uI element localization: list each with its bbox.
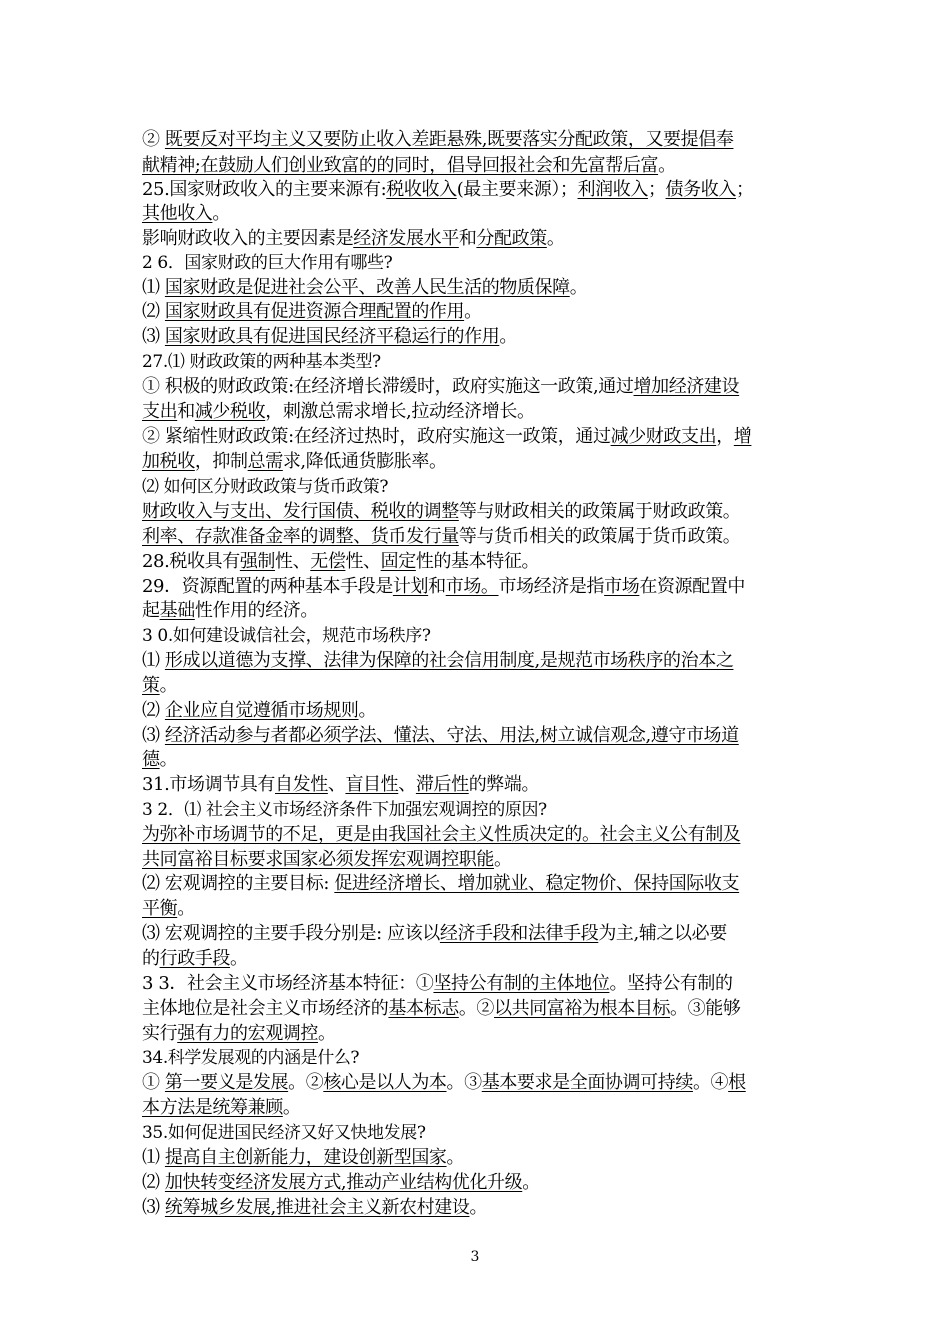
text-line bbox=[142, 698, 822, 724]
question-heading bbox=[142, 623, 822, 649]
underlined-answer: 国家财政具有促进资源合理配置的作用 bbox=[164, 301, 465, 322]
text-line bbox=[142, 549, 822, 575]
text-line bbox=[142, 772, 822, 798]
text-segment: 。 bbox=[494, 849, 512, 870]
text-line bbox=[142, 723, 822, 749]
text-line bbox=[142, 996, 822, 1022]
text-segment: 29．资源配置的两种基本手段是 bbox=[142, 576, 393, 597]
text-segment: ； bbox=[735, 179, 754, 200]
text-segment: 。② bbox=[458, 998, 495, 1019]
text-segment: 2 6．国家财政的巨大作用有哪些? bbox=[142, 253, 393, 273]
underlined-answer: 滞后性 bbox=[415, 774, 469, 795]
underlined-answer: 促进经济增长、增加就业、稳定物价、保持国际收支 bbox=[334, 873, 740, 894]
underlined-answer: 平衡 bbox=[142, 898, 178, 919]
text-segment: 。 bbox=[177, 898, 195, 919]
text-segment: 。 bbox=[446, 1147, 465, 1168]
text-segment: 、 bbox=[398, 774, 416, 795]
underlined-answer: 自发性 bbox=[275, 774, 328, 795]
question-heading bbox=[142, 797, 822, 823]
text-line bbox=[142, 449, 822, 475]
underlined-answer: 无偿 bbox=[310, 551, 346, 572]
underlined-answer: 债务收入 bbox=[665, 179, 736, 200]
question-heading bbox=[142, 1120, 822, 1146]
underlined-answer: 财政收入与支出、发行国债、税收的调整 bbox=[142, 501, 459, 522]
text-segment: 。 bbox=[230, 948, 248, 969]
text-segment: 。 bbox=[469, 1197, 488, 1218]
text-segment: ① 积极的财政政策:在经济增长滞缓时，政府实施这一政策,通过 bbox=[142, 376, 634, 397]
underlined-answer: 其他收入 bbox=[142, 203, 213, 224]
text-segment: ⑵ bbox=[142, 1172, 165, 1193]
text-segment: ① bbox=[142, 1072, 165, 1093]
text-segment: ，抑制 bbox=[194, 451, 248, 472]
underlined-answer: 支出 bbox=[142, 401, 178, 422]
underlined-answer: 形成以道德为支撑、法律为保障的社会信用制度,是规范市场秩序的治本之 bbox=[164, 650, 734, 671]
text-segment: ⑵ 宏观调控的主要目标: bbox=[142, 873, 335, 894]
text-line bbox=[142, 399, 822, 425]
text-segment: 3 2．⑴ 社会主义市场经济条件下加强宏观调控的原因? bbox=[142, 800, 547, 820]
question-heading bbox=[142, 250, 822, 276]
text-segment: ⑶ 宏观调控的主要手段分别是: 应该以 bbox=[142, 923, 440, 944]
text-segment: ⑶ bbox=[142, 1197, 165, 1218]
underlined-answer: 加税收 bbox=[142, 451, 195, 472]
underlined-answer: 既要反对平均主义又要防止收入差距悬殊,既要落实分配政策，又要提倡奉 bbox=[164, 129, 734, 150]
text-segment: 34.科学发展观的内涵是什么? bbox=[142, 1048, 360, 1068]
text-segment: 。② bbox=[288, 1072, 324, 1093]
text-segment: 。 bbox=[358, 700, 377, 721]
text-line bbox=[142, 847, 822, 873]
text-segment: 等与财政相关的政策属于财政政策。 bbox=[458, 501, 741, 522]
text-line bbox=[142, 1021, 822, 1047]
underlined-answer: 基础 bbox=[159, 600, 195, 621]
text-segment: 。 bbox=[546, 228, 565, 249]
text-segment: ⑵ bbox=[142, 700, 165, 721]
text-segment: 27.⑴ 财政政策的两种基本类型? bbox=[142, 352, 381, 372]
underlined-answer: 分配政策 bbox=[476, 228, 547, 249]
text-line bbox=[142, 673, 822, 699]
text-segment: 和 bbox=[458, 228, 477, 249]
text-segment: 影响财政收入的主要因素是 bbox=[142, 228, 354, 249]
text-line bbox=[142, 1170, 822, 1196]
text-line bbox=[142, 896, 822, 922]
underlined-answer: 计划 bbox=[392, 576, 429, 597]
text-line bbox=[142, 177, 822, 203]
text-segment: 。 bbox=[282, 1097, 301, 1118]
underlined-answer: 国家财政是促进社会公平、改善人民生活的物质保障 bbox=[164, 277, 570, 298]
text-line bbox=[142, 424, 822, 450]
text-line bbox=[142, 524, 822, 550]
underlined-answer: 根 bbox=[728, 1072, 746, 1093]
text-segment: 。 bbox=[464, 301, 482, 322]
text-line bbox=[142, 822, 822, 848]
text-segment: ，刺激总需求增长,拉动经济增长。 bbox=[265, 401, 535, 422]
text-segment: ② 紧缩性财政政策:在经济过热时，政府实施这一政策，通过 bbox=[142, 426, 611, 447]
text-line bbox=[142, 1195, 822, 1221]
underlined-answer: 利率、存款准备金率的调整、货币发行量 bbox=[142, 526, 459, 547]
question-heading bbox=[142, 349, 822, 375]
underlined-answer: 共同富裕目标要求国家必须发挥宏观调控职能 bbox=[142, 849, 494, 870]
text-segment: 。 bbox=[159, 675, 178, 696]
text-segment: 的 bbox=[142, 948, 160, 969]
text-segment: 性作用的经济。 bbox=[194, 600, 319, 621]
text-segment: 。 bbox=[522, 1172, 540, 1193]
underlined-answer: 盲目性 bbox=[345, 774, 399, 795]
underlined-answer: 税收收入 bbox=[386, 179, 457, 200]
underlined-answer: 减少税收 bbox=[194, 401, 266, 422]
underlined-answer: 强有力的宏观调控 bbox=[177, 1023, 319, 1044]
text-line bbox=[142, 275, 822, 301]
text-segment: 。 bbox=[658, 155, 676, 176]
text-line bbox=[142, 127, 822, 153]
question-heading bbox=[142, 1045, 822, 1071]
text-segment: 性的基本特征。 bbox=[415, 551, 540, 572]
underlined-answer: 固定 bbox=[380, 551, 416, 572]
text-segment: 35.如何促进国民经济又好又快地发展? bbox=[142, 1123, 426, 1143]
text-segment: 。 bbox=[318, 1023, 336, 1044]
text-segment: 。坚持公有制的 bbox=[609, 973, 733, 994]
underlined-answer: 基本标志 bbox=[388, 998, 459, 1019]
text-segment: 主体地位是社会主义市场经济的 bbox=[142, 998, 389, 1019]
text-segment: 。 bbox=[569, 277, 588, 298]
underlined-answer: 统筹城乡发展,推进社会主义新农村建设 bbox=[164, 1197, 470, 1218]
text-segment: ⑴ bbox=[142, 1147, 165, 1168]
underlined-answer: 核心是以人为本 bbox=[323, 1072, 447, 1093]
text-segment: 为主,辅之以必要 bbox=[598, 923, 727, 944]
text-line bbox=[142, 1070, 822, 1096]
text-segment: 、 bbox=[327, 774, 346, 795]
text-segment: 等与货币相关的政策属于货币政策。 bbox=[458, 526, 741, 547]
text-segment: 。③能够 bbox=[670, 998, 741, 1019]
underlined-answer: 行政手段 bbox=[159, 948, 231, 969]
text-segment: 在资源配置中 bbox=[639, 576, 745, 597]
text-line bbox=[142, 971, 822, 997]
text-segment: (最主要来源）； bbox=[456, 179, 578, 200]
text-line bbox=[142, 921, 822, 947]
text-segment: ； bbox=[647, 179, 666, 200]
page-number: 3 bbox=[470, 1249, 480, 1265]
text-segment: ， bbox=[716, 426, 734, 447]
text-line bbox=[142, 946, 822, 972]
text-segment: 市场经济是指 bbox=[498, 576, 605, 597]
underlined-answer: 市场 bbox=[604, 576, 640, 597]
text-segment: 和 bbox=[177, 401, 195, 422]
text-line bbox=[142, 747, 822, 773]
underlined-answer: 坚持公有制的主体地位 bbox=[433, 973, 610, 994]
text-segment: 和 bbox=[428, 576, 446, 597]
text-line bbox=[142, 499, 822, 525]
text-segment: ② bbox=[142, 129, 165, 150]
underlined-answer: 利润收入 bbox=[577, 179, 648, 200]
underlined-answer: 强制 bbox=[239, 551, 276, 572]
text-segment: 求,降低通货膨胀率。 bbox=[282, 451, 447, 472]
text-line bbox=[142, 574, 822, 600]
text-segment: 28.税收具有 bbox=[142, 551, 240, 572]
underlined-answer: 以共同富裕为根本目标 bbox=[494, 998, 671, 1019]
underlined-answer: 总需 bbox=[247, 451, 283, 472]
text-segment: 。 bbox=[499, 326, 517, 347]
underlined-answer: 企业应自觉遵循市场规则 bbox=[164, 700, 359, 721]
text-line bbox=[142, 324, 822, 350]
underlined-answer: 减少财政支出 bbox=[610, 426, 717, 447]
underlined-answer: 经济发展水平 bbox=[353, 228, 459, 249]
text-line bbox=[142, 648, 822, 674]
underlined-answer: 为弥补市场调节的不足，更是由我国社会主义性质决定的。社会主义公有制及 bbox=[142, 824, 741, 845]
text-segment: 起 bbox=[142, 600, 160, 621]
text-segment: ⑵ bbox=[142, 301, 165, 322]
text-segment: 25.国家财政收入的主要来源有: bbox=[142, 179, 387, 200]
text-line bbox=[142, 153, 822, 179]
text-line bbox=[142, 374, 822, 400]
text-segment: 实行 bbox=[142, 1023, 178, 1044]
text-segment: 3 0.如何建设诚信社会，规范市场秩序? bbox=[142, 626, 431, 646]
underlined-answer: 献精神;在鼓励人们创业致富的的同时，倡导回报社会和先富帮后富 bbox=[142, 155, 659, 176]
text-segment: ⑴ bbox=[142, 277, 165, 298]
text-line bbox=[142, 201, 822, 227]
text-segment: 。④ bbox=[692, 1072, 729, 1093]
text-line bbox=[142, 598, 822, 624]
text-line bbox=[142, 871, 822, 897]
underlined-answer: 经济手段和法律手段 bbox=[439, 923, 599, 944]
text-segment: ⑶ bbox=[142, 326, 165, 347]
underlined-answer: 基本要求是全面协调可持续 bbox=[481, 1072, 693, 1093]
text-segment: 31.市场调节具有 bbox=[142, 774, 276, 795]
underlined-answer: 策 bbox=[142, 675, 160, 696]
question-heading bbox=[142, 474, 822, 500]
text-segment: ⑴ bbox=[142, 650, 165, 671]
underlined-answer: 经济活动参与者都必须学法、懂法、守法、用法,树立诚信观念,遵守市场道 bbox=[164, 725, 739, 746]
text-segment: 。 bbox=[159, 749, 178, 770]
underlined-answer: 德 bbox=[142, 749, 160, 770]
text-line bbox=[142, 299, 822, 325]
text-segment: 。③ bbox=[446, 1072, 482, 1093]
text-segment: 3 3．社会主义市场经济基本特征：① bbox=[142, 973, 434, 994]
text-segment: 性、 bbox=[275, 551, 311, 572]
text-line bbox=[142, 1145, 822, 1171]
text-segment: ⑶ bbox=[142, 725, 165, 746]
text-line bbox=[142, 1095, 822, 1121]
text-segment: 。 bbox=[212, 203, 231, 224]
text-segment: 性、 bbox=[345, 551, 381, 572]
underlined-answer: 提高自主创新能力，建设创新型国家 bbox=[164, 1147, 447, 1168]
underlined-answer: 国家财政具有促进国民经济平稳运行的作用 bbox=[164, 326, 500, 347]
underlined-answer: 第一要义是发展 bbox=[164, 1072, 289, 1093]
text-segment: ⑵ 如何区分财政政策与货币政策? bbox=[142, 477, 389, 497]
text-segment: 的弊端。 bbox=[468, 774, 540, 795]
underlined-answer: 市场。 bbox=[445, 576, 499, 597]
underlined-answer: 增 bbox=[733, 426, 752, 447]
underlined-answer: 本方法是统筹兼顾 bbox=[142, 1097, 283, 1118]
underlined-answer: 增加经济建设 bbox=[633, 376, 740, 397]
text-line bbox=[142, 226, 822, 252]
underlined-answer: 加快转变经济发展方式,推动产业结构优化升级 bbox=[164, 1172, 523, 1193]
